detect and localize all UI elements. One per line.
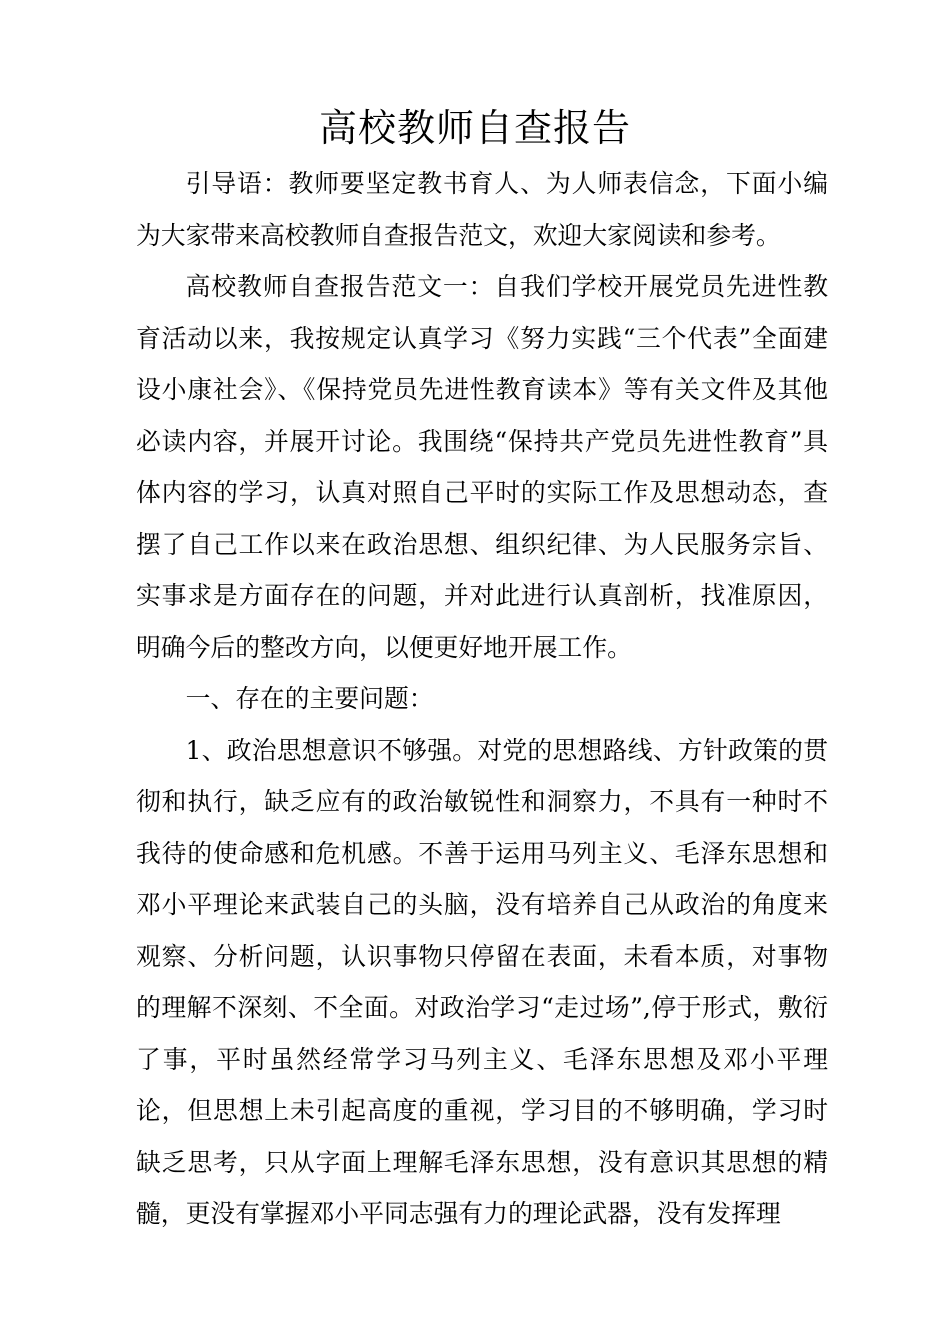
intro-paragraph: 引导语：教师要坚定教书育人、为人师表信念，下面小编为大家带来高校教师自查报告范文，欢迎大家阅读和参考。 bbox=[136, 169, 828, 250]
section-heading: 一、存在的主要问题： bbox=[185, 684, 434, 713]
document-body bbox=[136, 158, 828, 1240]
document-title: 高校教师自查报告 bbox=[318, 106, 631, 150]
body-paragraph: 高校教师自查报告范文一：自我们学校开展党员先进性教育活动以来，我按规定认真学习《努力实践“三个代表”全面建设小康社会》、《保持党员先进性教育读本》等有关文件及其他必读内容，并展开讨论。我围绕“保持共产党员先进性教育”具体内容的学习，认真对照自己平时的实际工作及思想动态，查摆了自己工作以来在政治思想、组织纪律、为人民服务宗旨、实事求是方面存在的问题，并对此进行认真剖析，找准原因，明确今后的整改方向，以便更好地开展工作。 bbox=[136, 272, 828, 662]
body-paragraph: 1、政治思想意识不够强。对党的思想路线、方针政策的贯彻和执行，缺乏应有的政治敏锐性和洞察力，不具有一种时不我待的使命感和危机感。不善于运用马列主义、毛泽东思想和邓小平理论来武装自己的头脑，没有培养自己从政治的角度来观察、分析问题，认识事物只停留在表面，未看本质，对事物的理解不深刻、不全面。对政治学习“走过场”,停于形式，敷衍了事，平时虽然经常学习马列主义、毛泽东思想及邓小平理论，但思想上未引起高度的重视，学习目的不够明确，学习时缺乏思考，只从字面上理解毛泽东思想，没有意识其思想的精髓，更没有掌握邓小平同志强有力的理论武器，没有发挥理 bbox=[136, 735, 828, 1228]
